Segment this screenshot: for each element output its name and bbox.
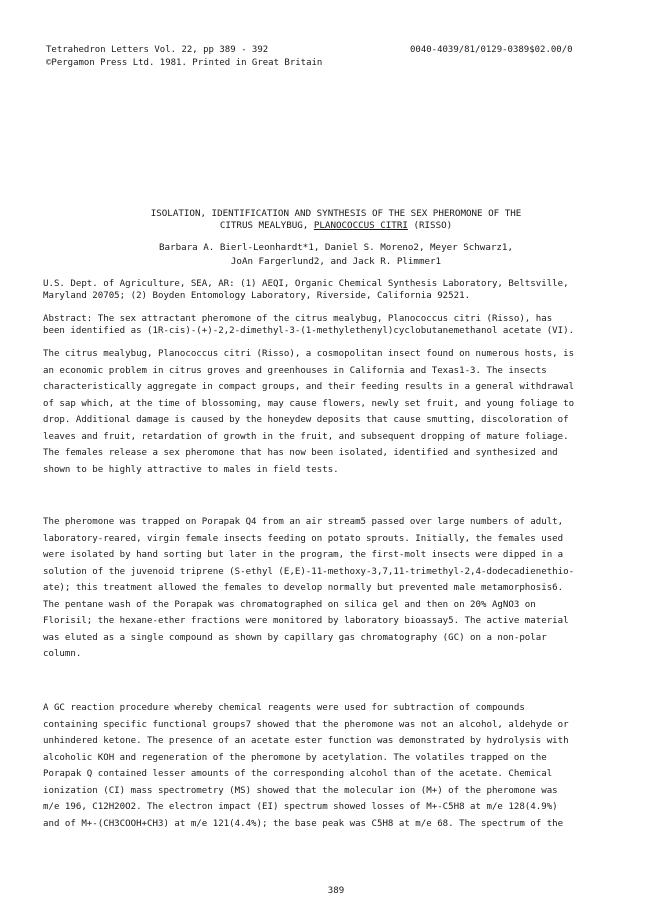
text-line: The pheromone was trapped on Porapak Q4 from an air stream5 passed over large numbers of adult,	[43, 517, 564, 527]
affiliation-line: Maryland 20705; (2) Boyden Entomology Laboratory, Riverside, California 92521.	[43, 291, 471, 301]
species-name: PLANOCOCCUS CITRI	[313, 220, 408, 231]
text-line: Porapak Q contained lesser amounts of the corresponding alcohol than of the acetate. Chemical	[43, 769, 553, 779]
text-line: column.	[43, 649, 82, 659]
text-line: leaves and fruit, retardation of growth in the fruit, and subsequent dropping of mature foliage.	[43, 431, 569, 442]
text-line: unhindered ketone. The presence of an acetate ester function was demonstrated by hydrolysis with	[43, 736, 569, 746]
body-paragraph-2	[43, 514, 631, 663]
text-line: ionization (CI) mass spectrometry (MS) showed that the molecular ion (M+) of the pheromone was	[43, 785, 558, 796]
text-line: A GC reaction procedure whereby chemical reagents were used for subtraction of compounds	[43, 703, 525, 713]
text-line: shown to be highly attractive to males in field tests.	[43, 464, 339, 475]
abstract-line: been identified as (1R-cis)-(+)-2,2-dimethyl-3-(1-methylethenyl)cyclobutanemethanol acetate (VI).	[43, 326, 575, 336]
journal-citation: Tetrahedron Letters Vol. 22, pp 389 - 392	[46, 45, 269, 55]
text-line: and of M+-(CH3COOH+CH3) at m/e 121(4.4%); the base peak was C5H8 at m/e 68. The spectrum of the	[43, 818, 564, 829]
text-line: was eluted as a single compound as shown by capillary gas chromatography (GC) on a non-polar	[43, 632, 547, 643]
affiliation-line: U.S. Dept. of Agriculture, SEA, AR: (1) AEQI, Organic Chemical Synthesis Laboratory, Beltsville,	[43, 279, 569, 289]
text-line: solution of the juvenoid triprene (S-ethyl (E,E)-11-methoxy-3,7,11-trimethyl-2,4-dodecadienethio-	[43, 566, 575, 577]
text-line: characteristically aggregate in compact groups, and their feeding results in a general withdrawal	[43, 382, 575, 392]
text-line: containing specific functional groups7 showed that the pheromone was not an alcohol, aldehyde or	[43, 719, 569, 730]
article-title-line-1: ISOLATION, IDENTIFICATION AND SYNTHESIS OF THE SEX PHEROMONE OF THE	[150, 208, 522, 219]
text-line: of sap which, at the time of blossoming, may cause flowers, newly set fruit, and young foliage to	[43, 398, 575, 409]
text-line: m/e 196, C12H20O2. The electron impact (EI) spectrum showed losses of M+-C5H8 at m/e 128(4.9%)	[43, 802, 558, 812]
author-list-line-1: Barbara A. Bierl-Leonhardt*1, Daniel S. Moreno2, Meyer Schwarz1,	[158, 242, 513, 253]
text-line: were isolated by hand sorting but later in the program, the first-molt insects were dipped in a	[43, 550, 564, 560]
text-line: The females release a sex pheromone that has now been isolated, identified and synthesized and	[43, 448, 558, 458]
text-line: ate); this treatment allowed the females to develop normally but prevented male metamorphosis6.	[43, 583, 564, 593]
text-line: an economic problem in citrus groves and greenhouses in California and Texas1-3. The insects	[43, 365, 547, 376]
author-list-line-2: JoAn Fargerlund2, and Jack R. Plimmer1	[230, 256, 442, 267]
abstract	[43, 313, 631, 337]
affiliation	[43, 278, 631, 302]
copyright-line: ©Pergamon Press Ltd. 1981. Printed in Great Britain	[46, 58, 323, 68]
text-line: alcoholic KOH and regeneration of the pheromone by acetylation. The volatiles trapped on the	[43, 752, 547, 763]
title-prefix: CITRUS MEALYBUG,	[219, 220, 314, 231]
abstract-line: Abstract: The sex attractant pheromone of the citrus mealybug, Planococcus citri (Risso), has	[43, 314, 553, 324]
text-line: drop. Additional damage is caused by the honeydew deposits that cause smutting, discoloration of	[43, 415, 569, 425]
title-suffix: (RISSO)	[407, 220, 453, 231]
body-paragraph-1	[43, 346, 631, 478]
article-code: 0040-4039/81/0129-0389$02.00/0	[410, 45, 573, 55]
text-line: The citrus mealybug, Planococcus citri (Risso), a cosmopolitan insect found on numerous hosts, is	[43, 349, 575, 359]
text-line: The pentane wash of the Porapak was chromatographed on silica gel and then on 20% AgNO3 on	[43, 599, 536, 610]
body-paragraph-3	[43, 700, 631, 832]
article-title-line-2	[0, 220, 672, 232]
page-number: 389	[327, 886, 345, 896]
text-line: Florisil; the hexane-ether fractions were monitored by laboratory bioassay5. The active material	[43, 616, 569, 626]
text-line: laboratory-reared, virgin female insects feeding on potato sprouts. Initially, the females used	[43, 533, 564, 544]
